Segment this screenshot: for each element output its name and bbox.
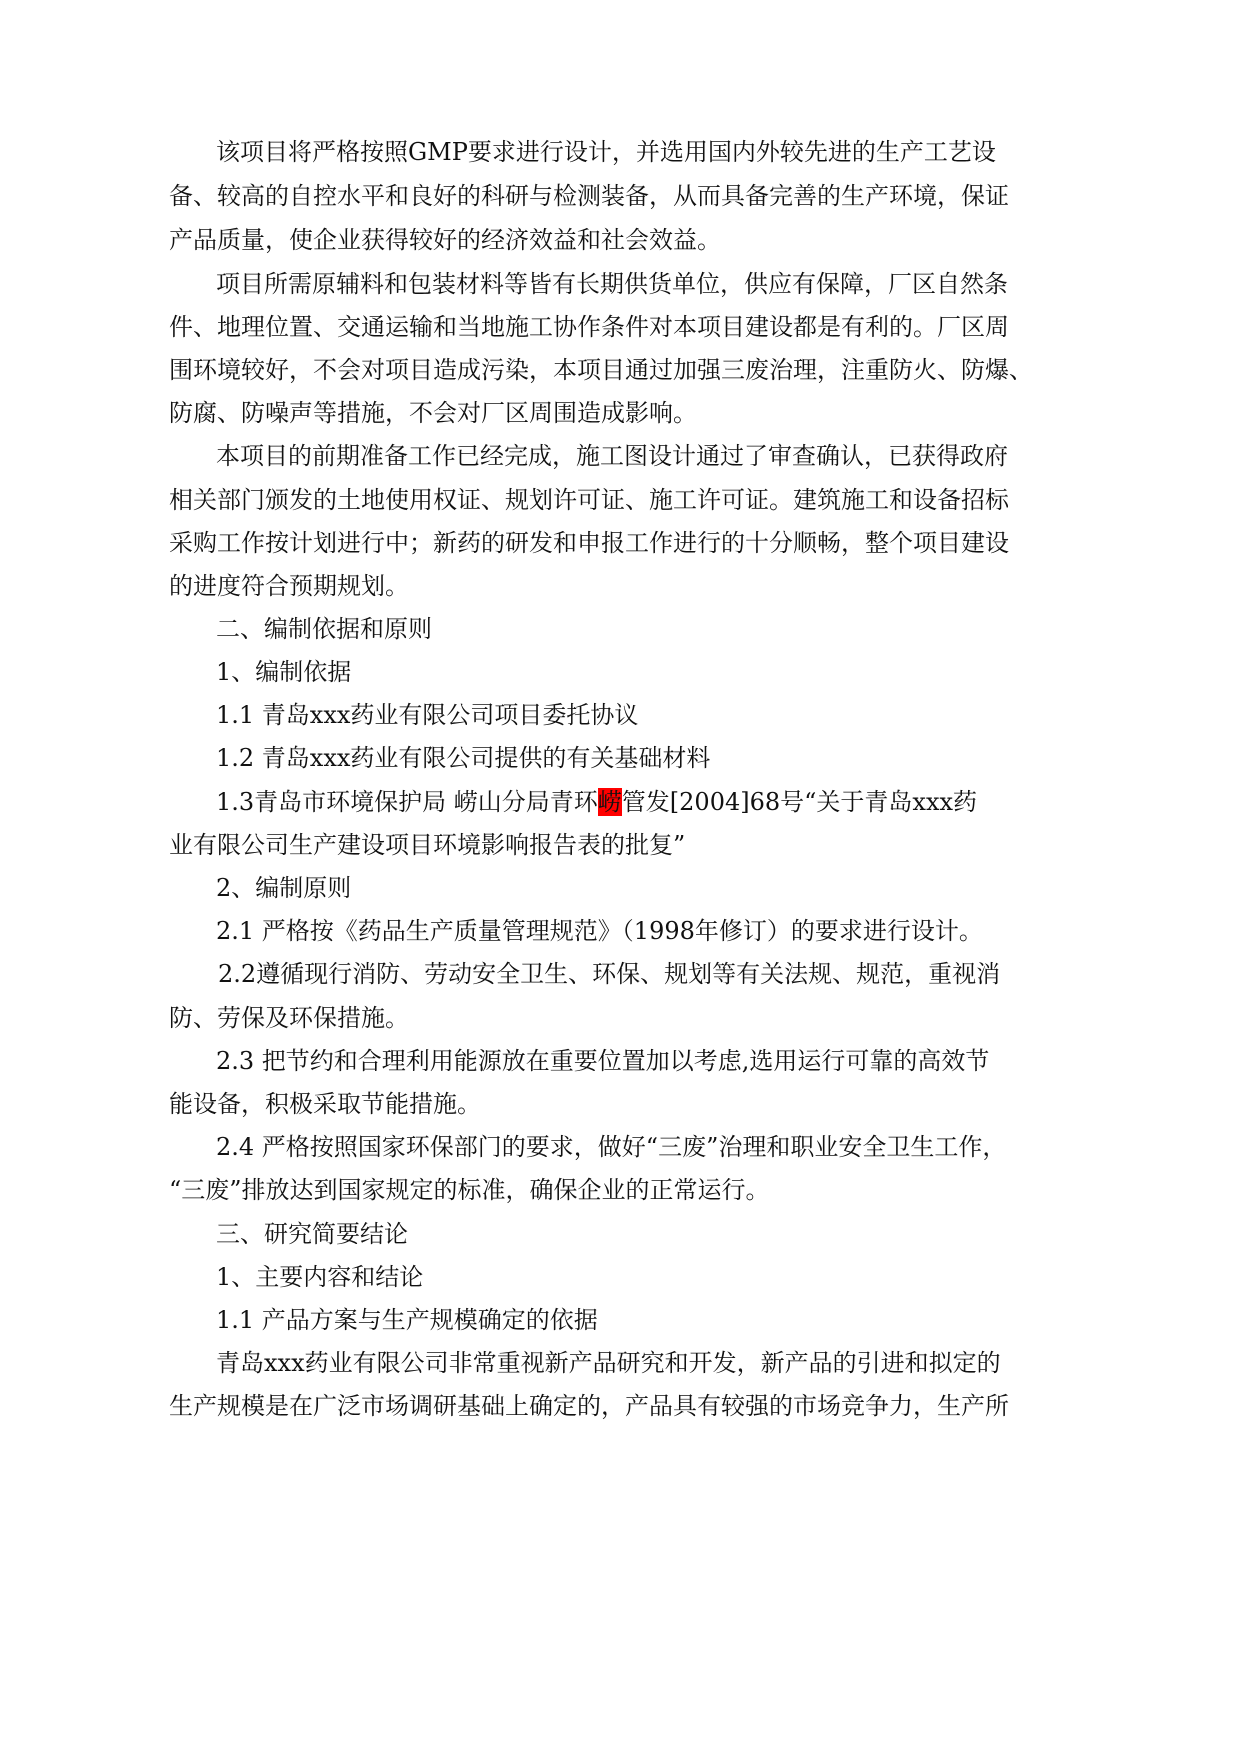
paragraph-line: 该项目将严格按照GMP要求进行设计，并选用国内外较先进的生产工艺设 (216, 138, 996, 166)
paragraph-line: 能设备，积极采取节能措施。 (169, 1090, 481, 1118)
subsection-heading: 2、编制原则 (216, 874, 352, 902)
list-item (216, 787, 977, 817)
paragraph-line: 件、地理位置、交通运输和当地施工协作条件对本项目建设都是有利的。厂区周 (169, 313, 1009, 341)
subsection-heading: 1、编制依据 (216, 658, 352, 686)
list-item: 1.2 青岛xxx药业有限公司提供的有关基础材料 (216, 744, 711, 772)
subsection-heading: 1、主要内容和结论 (216, 1263, 424, 1291)
list-item: 1.1 青岛xxx药业有限公司项目委托协议 (216, 701, 639, 729)
list-item: 2.1 严格按《药品生产质量管理规范》（1998年修订）的要求进行设计。 (216, 917, 983, 945)
list-item: 2.2遵循现行消防、劳动安全卫生、环保、规划等有关法规、规范，重视消 (218, 960, 1001, 988)
section-heading: 二、编制依据和原则 (216, 615, 432, 643)
paragraph-line: 备、较高的自控水平和良好的科研与检测装备，从而具备完善的生产环境，保证 (169, 182, 1009, 210)
paragraph-line: 项目所需原辅料和包装材料等皆有长期供货单位，供应有保障，厂区自然条 (216, 270, 1008, 298)
paragraph-line: 本项目的前期准备工作已经完成，施工图设计通过了审查确认，已获得政府 (216, 442, 1008, 470)
paragraph-line: 防、劳保及环保措施。 (169, 1004, 409, 1032)
paragraph-line: 产品质量，使企业获得较好的经济效益和社会效益。 (169, 226, 721, 254)
list-item: 1.1 产品方案与生产规模确定的依据 (216, 1306, 598, 1334)
paragraph-line: 生产规模是在广泛市场调研基础上确定的，产品具有较强的市场竞争力，生产所 (169, 1392, 1009, 1420)
paragraph-line: “三废”排放达到国家规定的标准，确保企业的正常运行。 (169, 1176, 770, 1204)
paragraph-line: 业有限公司生产建设项目环境影响报告表的批复” (169, 831, 686, 859)
list-item: 2.4 严格按照国家环保部门的要求，做好“三废”治理和职业安全卫生工作， (216, 1133, 1007, 1161)
paragraph-line: 采购工作按计划进行中；新药的研发和申报工作进行的十分顺畅，整个项目建设 (169, 529, 1009, 557)
list-item-text: 管发[2004]68号“关于青岛xxx药 (621, 788, 978, 816)
paragraph-line: 防腐、防噪声等措施，不会对厂区周围造成影响。 (169, 399, 697, 427)
section-heading: 三、研究简要结论 (216, 1220, 408, 1248)
paragraph-line: 围环境较好，不会对项目造成污染，本项目通过加强三废治理，注重防火、防爆、 (169, 356, 1033, 384)
paragraph-line: 相关部门颁发的土地使用权证、规划许可证、施工许可证。建筑施工和设备招标 (169, 486, 1009, 514)
paragraph-line: 的进度符合预期规划。 (169, 572, 409, 600)
paragraph-line: 青岛xxx药业有限公司非常重视新产品研究和开发，新产品的引进和拟定的 (216, 1349, 1001, 1377)
highlighted-character: 崂 (597, 788, 622, 816)
list-item-text: 1.3青岛市环境保护局 崂山分局青环 (216, 788, 598, 816)
list-item: 2.3 把节约和合理利用能源放在重要位置加以考虑,选用运行可靠的高效节 (216, 1047, 990, 1075)
